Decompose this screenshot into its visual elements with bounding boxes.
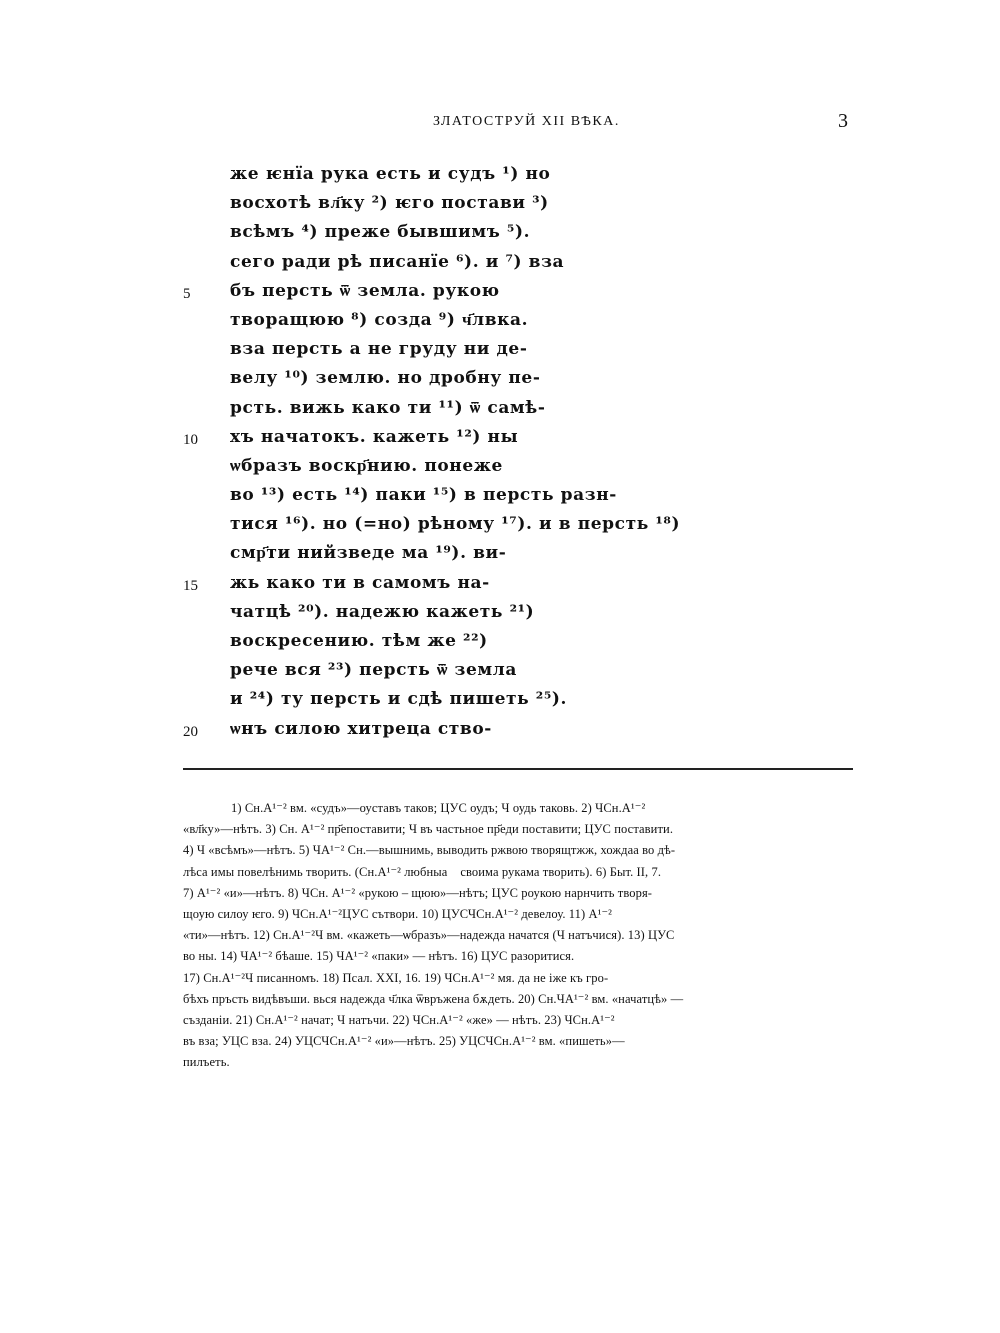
line-text: вза персть а не груду ни де-: [230, 339, 528, 360]
text-line: [0, 656, 1000, 685]
line-text: рече вся ²³) персть ѿ земла: [230, 660, 517, 681]
footnote-line: 7) А¹⁻² «и»—нѣтъ. 8) ЧСн. А¹⁻² «рукою – щюю»—нѣтъ; ЦУС роукою нарнчить творя-: [183, 885, 653, 900]
main-text: [0, 160, 1000, 744]
text-line: [0, 452, 1000, 481]
footnote-line: бѣхъ пръсть видѣвъши. вься надеждa ч҃лка ѿвръжена бѫдеть. 20) Сн.ЧА¹⁻² вм. «начатцѣ» —: [183, 991, 684, 1006]
line-text: ѡбразъ воскр҃нию. понеже: [230, 455, 503, 476]
text-line: [0, 335, 1000, 364]
footnote-line: щоую силоу ѥго. 9) ЧСн.А¹⁻²ЦУС сътвори. 10) ЦУСЧСн.А¹⁻² девелоу. 11) А¹⁻²: [183, 906, 613, 921]
line-text: хъ начатокъ. кажеть ¹²) ны: [230, 426, 519, 447]
line-text: воскресению. тѣм же ²²): [230, 631, 488, 651]
footnote-line: лѣса имы повелѣнимь творить. (Сн.А¹⁻² любныаⷩ своима рукама творить). 6) Быт. II, 7.: [183, 864, 662, 879]
text-line: [0, 510, 1000, 539]
text-line: [0, 715, 1000, 744]
footnote-line: «вл҃ку»—нѣтъ. 3) Сн. А¹⁻² пр҃епоставити; Ч въ частьное пр҃еди поставити; ЦУС поставити.: [183, 822, 674, 837]
line-text: во ¹³) есть ¹⁴) паки ¹⁵) в персть разн-: [230, 485, 617, 506]
line-text: бъ персть ѿ земла. рукою: [230, 280, 500, 301]
footnote-line: пилъеть.: [183, 1055, 230, 1070]
text-line: [0, 218, 1000, 247]
footnote-line: въ вза; УЦС вза. 24) УЦСЧСн.А¹⁻² «и»—нѣтъ. 25) УЦСЧСн.А¹⁻² вм. «пишеть»—: [183, 1034, 625, 1049]
line-number: 20: [183, 723, 198, 740]
line-text: и ²⁴) ту персть и сдѣ пишеть ²⁵).: [230, 689, 568, 710]
running-head: [0, 110, 1000, 138]
text-line: [0, 685, 1000, 714]
footnotes: [183, 798, 859, 1073]
line-text: же ѥнїа рука есть и судъ ¹) но: [230, 164, 551, 184]
text-line: [0, 394, 1000, 423]
footnote-divider: [183, 768, 853, 770]
footnote-line: 1) Сн.А¹⁻² вм. «судъ»—оуставъ таков; ЦУС оудъ; Ч оудь таковь. 2) ЧСн.А¹⁻²: [231, 801, 646, 815]
text-line: [0, 598, 1000, 627]
line-text: велу ¹⁰) землю. но дробну пе-: [230, 368, 541, 389]
text-line: [0, 189, 1000, 218]
footnote-line: създанiи. 21) Сн.А¹⁻² начат; Ч натъчи. 22) ЧСн.А¹⁻² «же» — нѣтъ. 23) ЧСн.А¹⁻²: [183, 1012, 615, 1027]
text-line: [0, 277, 1000, 306]
line-text: всѣмъ ⁴) преже бывшимъ ⁵).: [230, 222, 531, 243]
text-line: [0, 306, 1000, 335]
line-number: 15: [183, 577, 198, 594]
line-text: ѡнъ силою хитреца ство-: [230, 718, 492, 739]
line-text: сего ради рѣ писанїе ⁶). и ⁷) вза: [230, 251, 565, 272]
text-line: [0, 569, 1000, 598]
text-line: [0, 627, 1000, 656]
line-number: 10: [183, 431, 198, 448]
text-line: [0, 423, 1000, 452]
footnote-line: 17) Сн.А¹⁻²Ч писанномъ. 18) Псал. XXI, 16. 19) ЧСн.А¹⁻² мя. да не іже къ гро-: [183, 970, 609, 985]
line-text: жь како ти в самомъ на-: [230, 572, 490, 593]
footnote-line: во ны. 14) ЧА¹⁻² бѣаше. 15) ЧА¹⁻² «паки» — нѣтъ. 16) ЦУС разоритися.: [183, 949, 575, 964]
line-text: рсть. вижь како ти ¹¹) ѿ самѣ-: [230, 397, 546, 418]
text-line: [0, 248, 1000, 277]
footnote-line: 4) Ч «всѣмъ»—нѣтъ. 5) ЧА¹⁻² Сн.—вышнимь, выводить ржвою творящтжж, хождаа во дѣ-: [183, 843, 676, 858]
page-number: 3: [838, 110, 848, 132]
text-line: [0, 364, 1000, 393]
line-text: чатцѣ ²⁰). надежю кажеть ²¹): [230, 601, 535, 622]
line-number: 5: [183, 285, 191, 302]
text-line: [0, 160, 1000, 189]
line-text: восхотѣ вл҃ку ²) ѥго постави ³): [230, 193, 549, 214]
running-title: ЗЛАТОСТРУЙ XII ВѢКА.: [433, 114, 620, 129]
text-line: [0, 539, 1000, 568]
line-text: тися ¹⁶). но (=но) рѣному ¹⁷). и в персть ¹⁸): [230, 514, 681, 535]
line-text: смр҃ти нийзведе ма ¹⁹). ви-: [230, 543, 507, 564]
text-line: [0, 481, 1000, 510]
line-text: творащюю ⁸) созда ⁹) ч҃лвка.: [230, 309, 529, 330]
footnote-line: «ти»—нѣтъ. 12) Сн.А¹⁻²Ч вм. «кажеть—ѡбразъ»—надежда начатся (Ч натъчися). 13) ЦУС: [183, 928, 675, 943]
